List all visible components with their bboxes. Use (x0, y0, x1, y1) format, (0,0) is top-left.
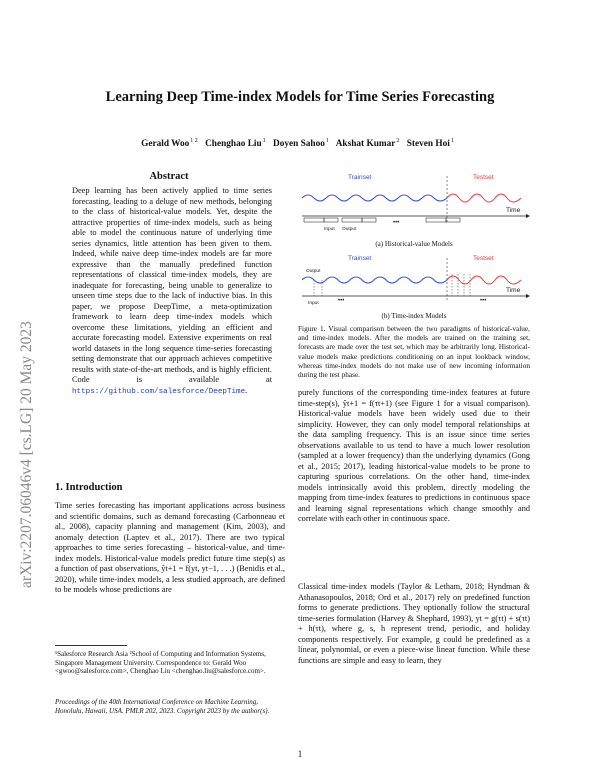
dots-b-1: ••• (338, 298, 345, 304)
input-label-a: Input (324, 227, 335, 232)
testset-label-a: Testset (473, 174, 494, 181)
author-affiliation: 1 (262, 138, 266, 144)
footnote: ¹Salesforce Research Asia ²School of Computing and Information Systems, Singapore Management University. Correspondence to: Gerald Woo <gwoo@salesforce.com>, Chenghao Liu <chenghao.liu@salesforce.com>. (55, 650, 266, 676)
footnote-rule (55, 645, 127, 646)
caption-b: (b) Time-index Models (381, 312, 447, 320)
time-label-b: Time (506, 287, 521, 294)
train-series-b (302, 277, 447, 283)
panel-time-index (302, 255, 530, 320)
trainset-label-a: Trainset (348, 174, 372, 181)
section-heading: 1. Introduction (55, 482, 123, 493)
time-label-a: Time (506, 207, 521, 214)
abstract-heading: Abstract (149, 171, 189, 182)
abstract-text: Deep learning has been actively applied to time series forecasting, leading to a deluge of new methods, belonging to the class of historical-value models. Yet, despite the attractive properties of time-index models, such as being able to model the continuous nature of underlying time series dynamics, little attention has been given to them. Indeed, while naive deep time-index models are far more expressive than the manually predefined function representations of classical time-index models, they are inadequate for forecasting, being unable to generalize to unseen time steps due to the lack of inductive bias. In this paper, we propose DeepTime, a meta-optimization framework to learn deep time-index models which overcome these limitations, yielding an efficient and accurate forecasting model. Extensive experiments on real world datasets in the long sequence time-series forecasting setting demonstrate that our approach achieves competitive results with state-of-the-art methods, and is highly efficient. Code is available at (72, 186, 272, 384)
arxiv-stamp (4, 160, 44, 590)
author-name: Doyen Sahoo (272, 139, 325, 150)
input-label-b: Input (308, 301, 319, 306)
caption-a: (a) Historical-value Models (375, 240, 453, 248)
output-label-a: Output (342, 227, 357, 232)
page-number: 1 (297, 749, 303, 759)
trainset-label-b: Trainset (348, 255, 372, 262)
dots-a: ••• (393, 220, 400, 226)
testset-label-b: Testset (473, 255, 494, 262)
author-name: Gerald Woo (141, 139, 190, 150)
author-affiliation: 1 2 (190, 138, 198, 144)
author-affiliation: 1 (450, 138, 454, 144)
right-paragraph-2: Classical time-index models (Taylor & Letham, 2018; Hyndman & Athanasopoulos, 2018; Ord et al., 2017) rely on predefined function forms to generate predictions. They optionally follow the structural time-series formulation (Harvey & Shephard, 1993), yt = g(τt) + s(τt) + h(τt), where g, s, h represent trend, periodic, and holiday components respectively. For example, g could be predefined as a linear, polynomial, or even a piece-wise linear function. While these functions are simple and easy to learn, they (298, 582, 530, 665)
author-name: Chenghao Liu (205, 139, 262, 150)
paper-title: Learning Deep Time-index Models for Time Series Forecasting (105, 89, 495, 105)
author-name: Steven Hoi (406, 139, 450, 150)
panel-historical-value (302, 174, 530, 248)
train-series-a (302, 195, 447, 201)
output-label-b: Output (306, 269, 321, 274)
author-name: Akshat Kumar (335, 139, 396, 150)
code-link[interactable]: https://github.com/salesforce/DeepTime (72, 387, 246, 396)
intro-paragraph: Time series forecasting has important applications across business and scientific domains, such as demand forecasting (Carbonneau et al., 2008), capacity planning and management (Kim, 2003), and anomaly detection (Laptev et al., 2017). There are two typical approaches to time series forecasting – historical-value, and time-index models. Historical-value models predict future time step(s) as a function of past observations, ŷt+1 = f(yt, yt−1, . . .) (Benidis et al., 2020), while time-index models, a less studied approach, are defined to be models whose predictions are (55, 501, 285, 594)
dots-b-2: ••• (480, 298, 487, 304)
arxiv-id: arXiv:2207.06046v4 [cs.LG] 20 May 2023 (18, 321, 35, 588)
right-paragraph-1: purely functions of the corresponding time-index features at future time-step(s), ŷt+1 = f(τt+1) (see Figure 1 for a visual comparison). Historical-value models have been widely used due to their simplicity. However, they can only model temporal relationships at the data sampling frequency. This is an issue since time series observations available to us tend to have a much lower resolution (sampled at a lower frequency) than the underlying dynamics (Gong et al., 2015; 2017), leading historical-value models to be prone to capturing spurious correlations. On the other hand, time-index models intrinsically avoid this problem, directly modeling the mapping from time-index features to predictions in continuous space and learning signal representations which change smoothly and correlate with each other in continuous space. (298, 388, 530, 523)
test-series-a (447, 194, 521, 202)
author-list (0, 138, 600, 149)
figure-caption: Figure 1. Visual comparison between the two paradigms of historical-value, and time-index models. After the models are trained on the training set, forecasts are made over the test set, which may be arbitrarily long. Historical-value models make predictions conditioning on an input lookback window, whereas time-index models do not make use of new incoming information during the test phase. (298, 324, 530, 380)
figure-1 (298, 168, 530, 320)
abstract-body: Deep learning has been actively applied to time series forecasting, leading to a deluge of new methods, belonging to the class of historical-value models. Yet, despite the attractive properties of time-index models, such as being able to model the continuous nature of underlying time series dynamics, little attention has been given to them. Indeed, while naive deep time-index models are far more expressive than the manually predefined function representations of classical time-index models, they are inadequate for forecasting, being unable to generalize to unseen time steps due to the lack of inductive bias. In this paper, we propose DeepTime, a meta-optimization framework to learn deep time-index models which overcome these limitations, yielding an efficient and accurate forecasting model. Extensive experiments on real world datasets in the long sequence time-series forecasting setting demonstrate that our approach achieves competitive results with state-of-the-art methods, and is highly efficient. Code is available at https://github.com/salesforce/DeepTime. (72, 186, 272, 396)
author-affiliation: 1 (325, 138, 329, 144)
author-affiliation: 2 (396, 138, 400, 144)
proceedings-note: Proceedings of the 40th International Conference on Machine Learning, Honolulu, Hawaii, USA. PMLR 202, 2023. Copyright 2023 by the author(s). (55, 698, 270, 715)
